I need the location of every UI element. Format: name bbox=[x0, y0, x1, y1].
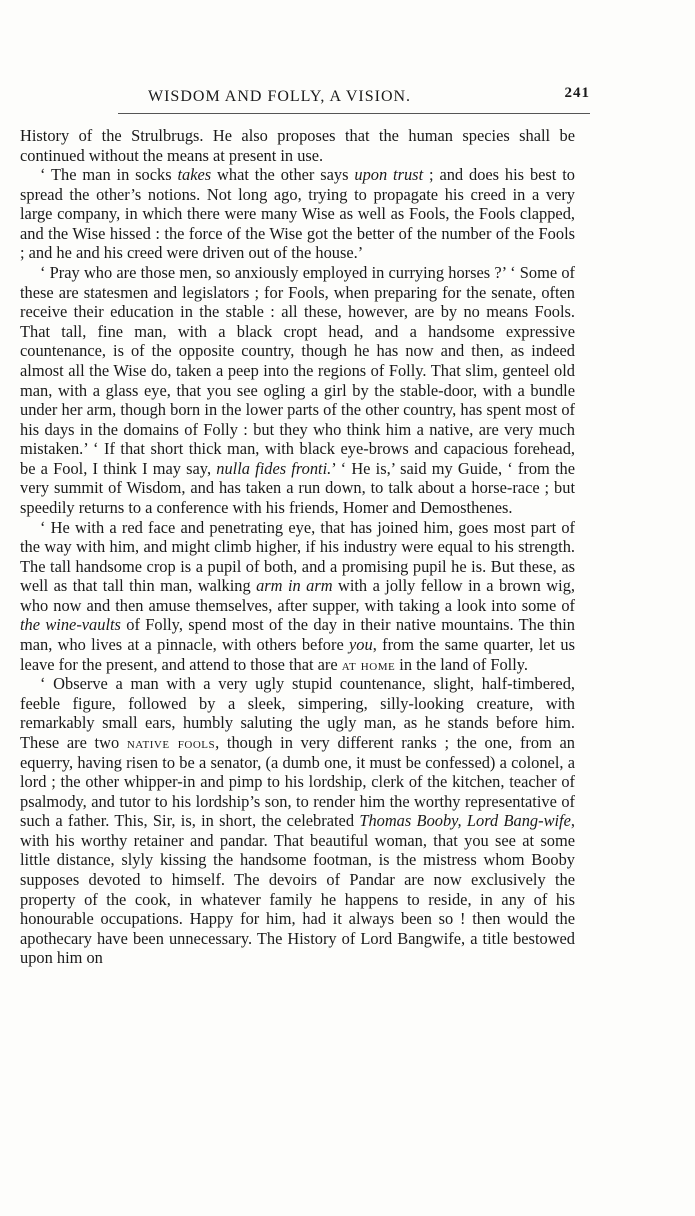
text-run: ’ ‘ He is,’ said my Guide, ‘ from the very summit of Wisdom, and has taken a run down, to talk about a horse-race ; but speedily returns to a conference with his friends, Homer and Demosthenes. bbox=[20, 458, 575, 517]
header-rule bbox=[118, 113, 590, 114]
small-caps-run: native fools bbox=[126, 732, 216, 752]
text-run: ‘ Observe a man with a very ugly stupid countenance, slight, half-timbered, feeble figure, followed by a sleek, simpering, silly-looking creature, with remarkably small ears, humbly saluting the ugly man, as he stands before him. These are two bbox=[20, 674, 575, 752]
text-run: with a jolly fellow in a brown wig, who now and then amuse themselves, after supper, with taking a look into some of bbox=[20, 576, 575, 615]
text-run: , from the same quarter, let us leave for the present, and attend to those that are bbox=[20, 635, 576, 674]
italic-run: nulla fides fronti. bbox=[216, 458, 332, 478]
text-run: ; and does his best to spread the other’s notions. Not long ago, trying to propagate his creed in a very large company, in which there were many Wise as well as Fools, the Fools clapped, and the Wise hissed : the force of the Wise got the better of the number of the Fools ; and he and his creed were driven out of the house.’ bbox=[20, 165, 575, 263]
italic-run: you bbox=[349, 635, 373, 655]
paragraph-p4 bbox=[20, 518, 575, 675]
text-run: in the land of Folly. bbox=[395, 654, 528, 674]
paragraph-p3 bbox=[20, 263, 575, 518]
paragraph-p2 bbox=[20, 165, 575, 263]
running-title: WISDOM AND FOLLY, A VISION. bbox=[148, 88, 412, 105]
page-number: 241 bbox=[564, 85, 590, 101]
paragraph-p1 bbox=[20, 126, 575, 165]
paragraph-p5 bbox=[20, 674, 575, 968]
italic-run: takes bbox=[177, 165, 212, 185]
text-run: ‘ Pray who are those men, so anxiously employed in currying horses ?’ ‘ Some of these are statesmen and legislators ; for Fools, when preparing for the senate, often receive their education in the stable : all these, however, are by no means Fools. That tall, fine man, with a black cropt head, and a handsome expressive countenance, is of the opposite country, though he has now and then, as indeed almost all the Wise do, taken a peep into the regions of Folly. That slim, genteel old man, with a glass eye, that you see ogling a girl by the stable-door, with a bundle under her arm, though born in the lower parts of the other country, has spent most of his days in the domains of Folly : but they who think him a native, are very much mistaken.’ ‘ If that short thick man, with black eye-brows and capacious forehead, be a Fool, I think I may say, bbox=[20, 263, 575, 478]
text-run: what the other says bbox=[211, 165, 355, 185]
text-run: , though in very different ranks ; the one, from an equerry, having risen to be a senator, (a dumb one, it must be confessed) a colonel, a lord ; the other whipper-in and pimp to his lordship, clerk of the kitchen, teacher of psalmody, and tutor to his lordship’s son, to render him the worthy representative of such a father. This, Sir, is, in short, the celebrated bbox=[20, 732, 575, 831]
body-text bbox=[20, 126, 575, 968]
italic-run: Thomas Booby, Lord Bang-wife bbox=[359, 811, 571, 831]
text-run: ‘ The man in socks bbox=[40, 165, 178, 185]
small-caps-run: at home bbox=[341, 654, 396, 674]
text-run: of Folly, spend most of the day in their native mountains. The thin man, who lives at a pinnacle, with others before bbox=[20, 615, 575, 655]
italic-run: arm in arm bbox=[256, 576, 333, 596]
italic-run: the wine-vaults bbox=[20, 615, 121, 635]
italic-run: upon trust bbox=[354, 165, 424, 185]
page-header bbox=[118, 85, 590, 110]
text-run: ‘ He with a red face and penetrating eye, that has joined him, goes most part of the way with him, and might climb higher, if his industry were equal to his strength. The tall handsome crop is a pupil of both, and a promising pupil he is. But these, as well as that tall thin man, walking bbox=[20, 517, 575, 596]
text-run: History of the Strulbrugs. He also proposes that the human species shall be continued without the means at present in use. bbox=[20, 126, 575, 165]
text-run: , with his worthy retainer and pandar. That beautiful woman, that you see at some little distance, slyly kissing the handsome footman, is the mistress whom Booby supposes devoted to himself. The devoirs of Pandar are now exclusively the property of the cook, in whatever family he happens to reside, in any of his honourable occupations. Happy for him, had it always been so ! then would the apothecary have been unnecessary. The History of Lord Bangwife, a title bestowed upon him on bbox=[20, 811, 575, 968]
